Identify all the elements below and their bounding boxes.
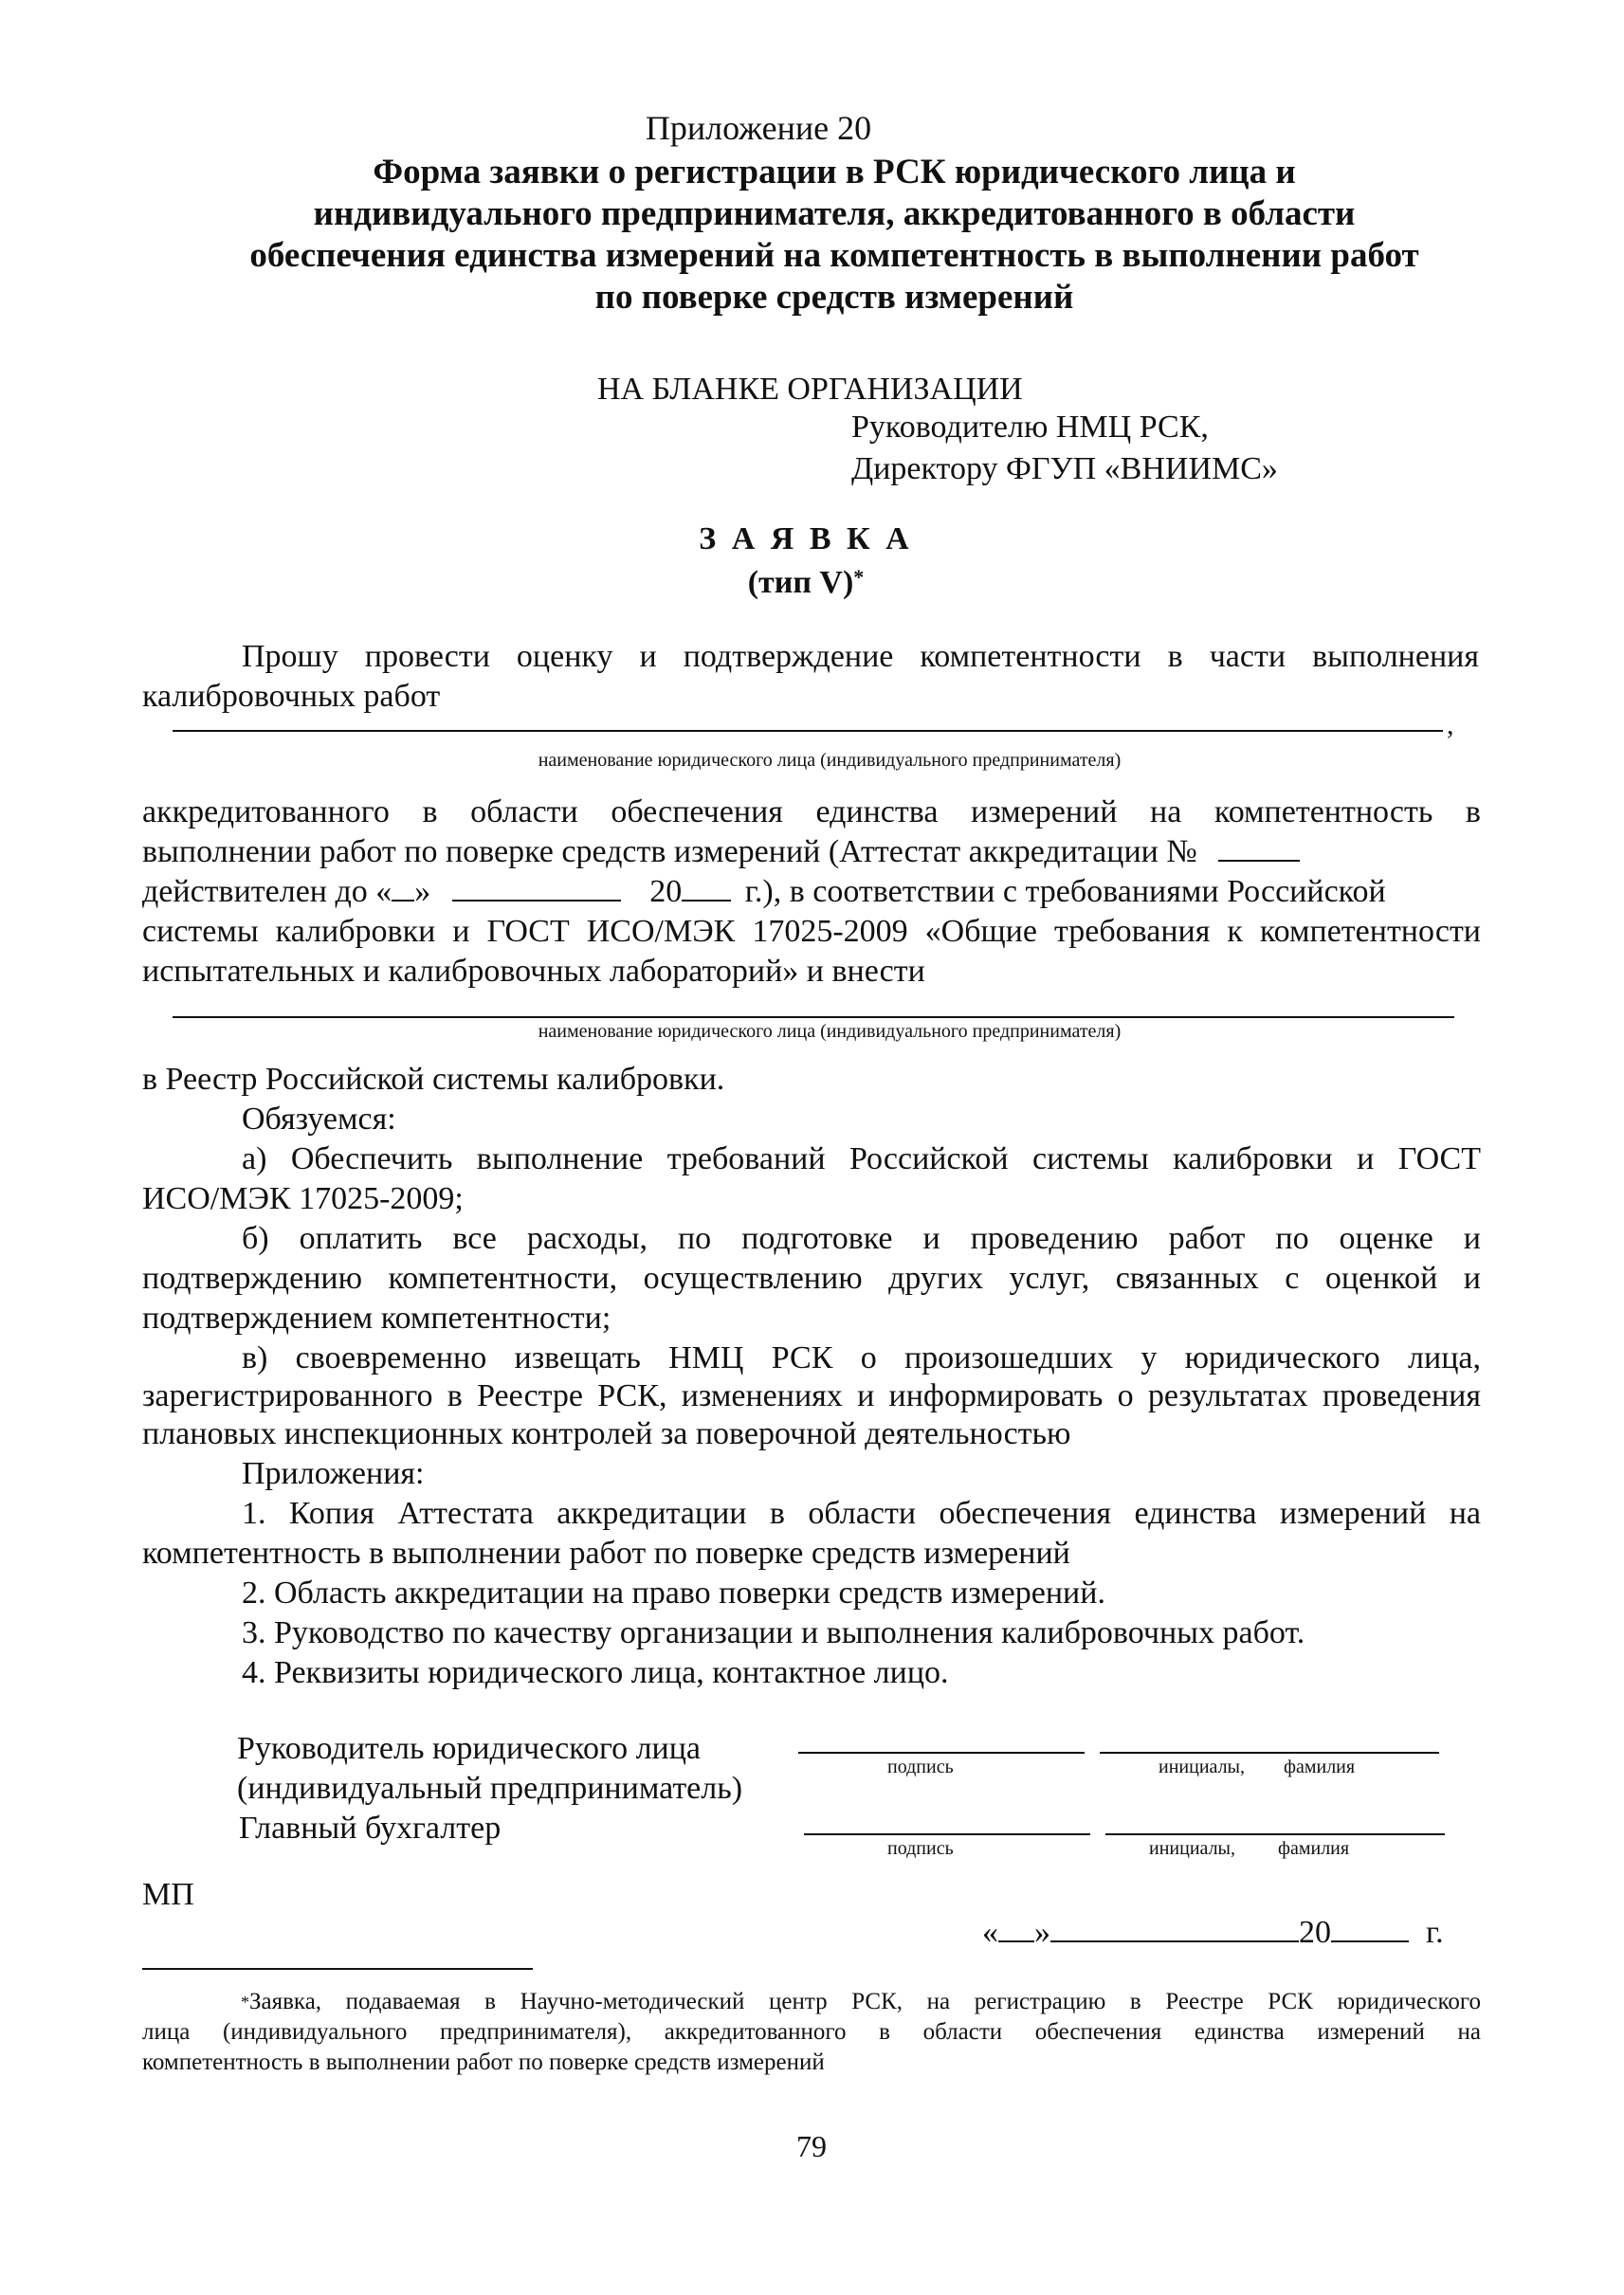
paragraph-line: системы калибровки и ГОСТ ИСО/МЭК 17025-2009 «Общие требования к компетентности — [142, 914, 1481, 949]
signature-line — [804, 1833, 1090, 1835]
attachments-heading: Приложения: — [242, 1456, 425, 1491]
footnote-marker: * — [241, 1993, 249, 2012]
date-year-prefix: 20 — [1299, 1915, 1331, 1950]
line-end-comma: , — [1447, 709, 1454, 740]
stamp-place-label: МП — [142, 1877, 194, 1912]
addressee-line: Руководителю НМЦ РСК, — [851, 410, 1209, 445]
org-name-field-line — [173, 730, 1443, 732]
date-line — [982, 1911, 1444, 1955]
footnote — [142, 1987, 1481, 2078]
intro-line: Прошу провести оценку и подтверждение компетентности в части выполнения — [242, 639, 1479, 674]
form-title-line: по поверке средств измерений — [594, 278, 1074, 317]
month-blank — [452, 871, 621, 902]
year-blank — [1331, 1912, 1409, 1942]
application-title: З А Я В К А — [699, 521, 913, 556]
form-title-line: индивидуального предпринимателя, аккредитованного в области — [313, 194, 1356, 233]
form-title-line: Форма заявки о регистрации в РСК юридического лица и — [373, 153, 1296, 191]
signature-caption: подпись — [887, 1757, 954, 1777]
footnote-separator — [142, 1968, 533, 1970]
obligation-line: подтверждением компетентности; — [142, 1301, 611, 1336]
initials-surname-line — [1105, 1833, 1445, 1835]
addressee-line: Директору ФГУП «ВНИИМС» — [851, 451, 1278, 486]
signature-caption: подпись — [887, 1838, 954, 1859]
paragraph-line: испытательных и калибровочных лабораторий» и внести — [142, 954, 925, 989]
form-title-line: обеспечения единства измерений на компетентность в выполнении работ — [249, 236, 1419, 275]
form-title — [152, 152, 1517, 319]
paragraph-line: аккредитованного в области обеспечения единства измерений на компетентность в — [142, 794, 1481, 829]
footnote-line: лица (индивидуального предпринимателя), аккредитованного в области обеспечения единства измерений на — [142, 2019, 1481, 2045]
obligation-line: в) своевременно извещать НМЦ РСК о произошедших у юридического лица, — [242, 1340, 1481, 1375]
paragraph-text: » — [414, 874, 431, 909]
surname-caption: фамилия — [1278, 1838, 1350, 1859]
obligation-line: а) Обеспечить выполнение требований Российской системы калибровки и ГОСТ — [242, 1141, 1481, 1176]
org-name-caption: наименование юридического лица (индивидуального предпринимателя) — [538, 750, 1122, 771]
appendix-label: Приложение 20 — [645, 109, 872, 147]
application-type-label: (тип V) — [747, 565, 854, 600]
obligation-line: ИСО/МЭК 17025-2009; — [142, 1181, 464, 1216]
paragraph-line — [142, 870, 1481, 914]
footnote-line — [142, 1987, 1481, 2017]
initials-caption: инициалы, — [1159, 1757, 1245, 1777]
obligations-heading: Обязуемся: — [242, 1102, 396, 1137]
initials-caption: инициалы, — [1149, 1838, 1235, 1859]
application-type — [664, 565, 948, 601]
year-blank — [682, 871, 731, 902]
surname-caption: фамилия — [1284, 1757, 1356, 1777]
obligation-line: зарегистрированного в Реестре РСК, изменениях и информировать о результатах проведения — [142, 1378, 1481, 1413]
intro-line: калибровочных работ — [142, 679, 441, 714]
month-blank — [1050, 1912, 1299, 1942]
signatory-head-line: Руководитель юридического лица — [237, 1731, 702, 1766]
initials-surname-line — [1100, 1752, 1439, 1754]
page-number: 79 — [796, 2129, 827, 2163]
date-year-suffix: г. — [1426, 1915, 1444, 1950]
chief-accountant-label: Главный бухгалтер — [239, 1811, 502, 1846]
paragraph-text: 20 — [649, 874, 683, 909]
org-name-field-line — [173, 1016, 1454, 1018]
day-blank — [392, 871, 414, 902]
obligation-line: плановых инспекционных контролей за поверочной деятельностью — [142, 1416, 1071, 1451]
org-name-caption: наименование юридического лица (индивидуального предпринимателя) — [538, 1021, 1122, 1042]
footnote-text: Заявка, подаваемая в Научно-методический центр РСК, на регистрацию в Реестре РСК юридического — [249, 1989, 1481, 2014]
signatory-head-line: (индивидуальный предприниматель) — [237, 1771, 743, 1806]
day-blank — [998, 1912, 1034, 1942]
paragraph-text: г.), в соответствии с требованиями Российской — [744, 874, 1386, 909]
date-close-quote: » — [1034, 1915, 1050, 1950]
obligation-line: подтверждению компетентности, осуществлению других услуг, связанных с оценкой и — [142, 1261, 1481, 1296]
paragraph-text: выполнении работ по поверке средств измерений (Аттестат аккредитации № — [142, 834, 1197, 869]
attachment-line: 1. Копия Аттестата аккредитации в области обеспечения единства измерений на — [242, 1496, 1481, 1531]
attachment-line: компетентность в выполнении работ по поверке средств измерений — [142, 1536, 1070, 1571]
paragraph-text: действителен до « — [142, 874, 392, 909]
attachment-line: 4. Реквизиты юридического лица, контактное лицо. — [242, 1655, 949, 1690]
registry-line: в Реестр Российской системы калибровки. — [142, 1062, 725, 1097]
signature-line — [798, 1752, 1085, 1754]
footnote-line: компетентность в выполнении работ по поверке средств измерений — [142, 2049, 825, 2075]
attachment-line: 3. Руководство по качеству организации и выполнения калибровочных работ. — [242, 1615, 1305, 1650]
letterhead-note: НА БЛАНКЕ ОРГАНИЗАЦИИ — [597, 372, 1023, 407]
footnote-marker: * — [853, 565, 865, 589]
certificate-number-blank — [1218, 831, 1300, 862]
date-open-quote: « — [982, 1915, 998, 1950]
attachment-line: 2. Область аккредитации на право поверки средств измерений. — [242, 1576, 1105, 1611]
paragraph-line — [142, 830, 1481, 874]
obligation-line: б) оплатить все расходы, по подготовке и проведению работ по оценке и — [242, 1221, 1481, 1256]
